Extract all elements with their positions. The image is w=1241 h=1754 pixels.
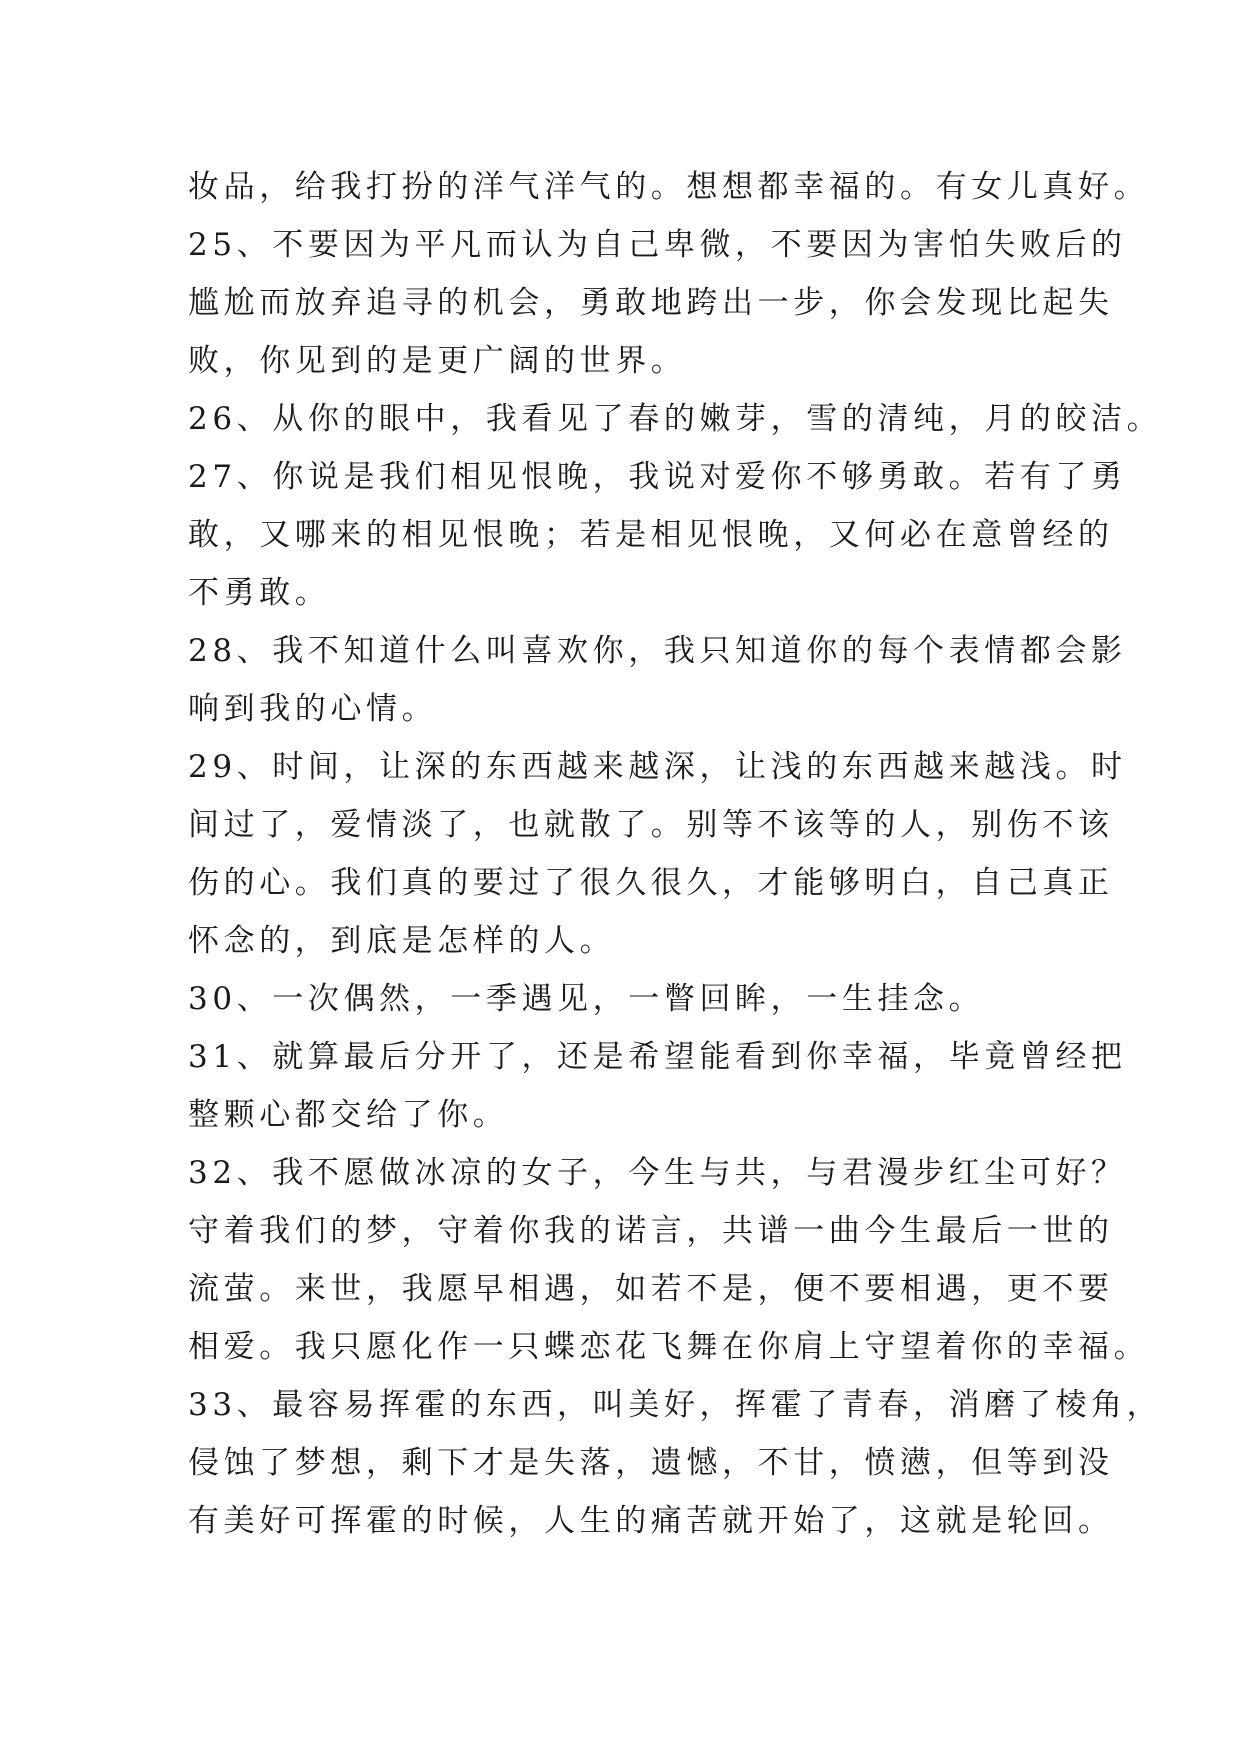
text-line: 相爱。我只愿化作一只蝶恋花飞舞在你肩上守望着你的幸福。 xyxy=(188,1329,1150,1365)
text-line: 流萤。来世，我愿早相遇，如若不是，便不要相遇，更不要 xyxy=(188,1271,1114,1307)
text-line: 守着我们的梦，守着你我的诺言，共谱一曲今生最后一世的 xyxy=(188,1213,1114,1249)
text-line: 31、就算最后分开了，还是希望能看到你幸福，毕竟曾经把 xyxy=(188,1039,1127,1075)
text-line: 响到我的心情。 xyxy=(188,691,438,727)
text-line: 尴尬而放弃追寻的机会，勇敢地跨出一步，你会发现比起失 xyxy=(188,285,1114,321)
text-line: 25、不要因为平凡而认为自己卑微，不要因为害怕失败后的 xyxy=(188,227,1127,263)
text-line: 30、一次偶然，一季遇见，一瞥回眸，一生挂念。 xyxy=(188,981,985,1017)
document-body xyxy=(188,158,1163,1550)
text-line: 败，你见到的是更广阔的世界。 xyxy=(188,343,687,379)
text-line: 33、最容易挥霍的东西，叫美好，挥霍了青春，消磨了棱角， xyxy=(188,1387,1163,1423)
text-line: 妆品，给我打扮的洋气洋气的。想想都幸福的。有女儿真好。 xyxy=(188,169,1150,205)
text-line: 26、从你的眼中，我看见了春的嫩芽，雪的清纯，月的皎洁。 xyxy=(188,401,1163,437)
text-line: 不勇敢。 xyxy=(188,575,331,611)
text-line: 怀念的，到底是怎样的人。 xyxy=(188,923,616,959)
text-line: 整颗心都交给了你。 xyxy=(188,1097,509,1133)
text-line: 32、我不愿做冰凉的女子，今生与共，与君漫步红尘可好？ xyxy=(188,1155,1127,1191)
text-line: 有美好可挥霍的时候，人生的痛苦就开始了，这就是轮回。 xyxy=(188,1503,1114,1539)
text-line: 敢，又哪来的相见恨晚；若是相见恨晚，又何必在意曾经的 xyxy=(188,517,1114,553)
text-line: 28、我不知道什么叫喜欢你，我只知道你的每个表情都会影 xyxy=(188,633,1127,669)
text-line: 27、你说是我们相见恨晚，我说对爱你不够勇敢。若有了勇 xyxy=(188,459,1127,495)
text-line: 侵蚀了梦想，剩下才是失落，遗憾，不甘，愤懑，但等到没 xyxy=(188,1445,1114,1481)
text-line: 伤的心。我们真的要过了很久很久，才能够明白，自己真正 xyxy=(188,865,1114,901)
text-line: 间过了，爱情淡了，也就散了。别等不该等的人，别伤不该 xyxy=(188,807,1114,843)
text-line: 29、时间，让深的东西越来越深，让浅的东西越来越浅。时 xyxy=(188,749,1127,785)
